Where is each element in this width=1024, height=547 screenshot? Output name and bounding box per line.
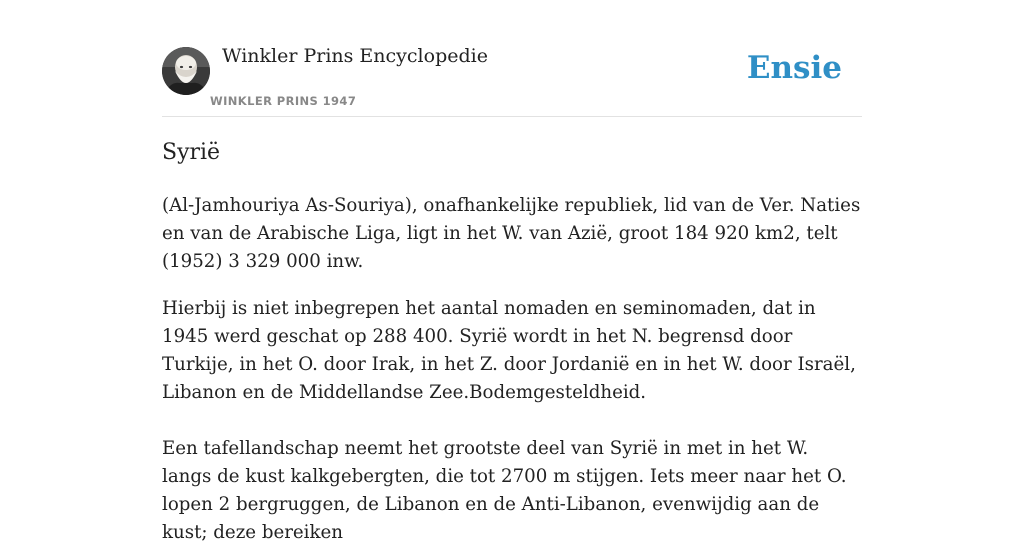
article-body <box>162 192 862 547</box>
portrait-avatar-icon[interactable] <box>162 47 210 95</box>
edition-label: WINKLER PRINS 1947 <box>210 94 357 108</box>
article-title: Syrië <box>162 140 221 165</box>
ensie-logo-link[interactable]: Ensie <box>746 50 842 86</box>
portrait-avatar-graphic <box>162 47 210 95</box>
site-name-link[interactable]: Winkler Prins Encyclopedie <box>222 45 488 67</box>
article-paragraph: Een tafellandschap neemt het grootste deel van Syrië in met in het W. langs de kust kalkgebergten, die tot 2700 m stijgen. Iets meer naar het O. lopen 2 bergruggen, de Libanon en de Anti-Libanon, evenwijdig aan de kust; deze bereiken <box>162 438 847 543</box>
article-paragraph: Hierbij is niet inbegrepen het aantal nomaden en seminomaden, dat in 1945 werd geschat op 288 400. Syrië wordt in het N. begrensd door Turkije, in het O. door Irak, in het Z. door Jordanië en in het W. door Israël, Libanon en de Middellandse Zee.Bodemgesteldheid. <box>162 298 856 403</box>
article-paragraph: (Al-Jamhouriya As-Souriya), onafhankelijke republiek, lid van de Ver. Naties en van de Arabische Liga, ligt in het W. van Azië, groot 184 920 km2, telt (1952) 3 329 000 inw. <box>162 195 861 272</box>
page <box>162 0 862 543</box>
site-header <box>162 0 862 117</box>
